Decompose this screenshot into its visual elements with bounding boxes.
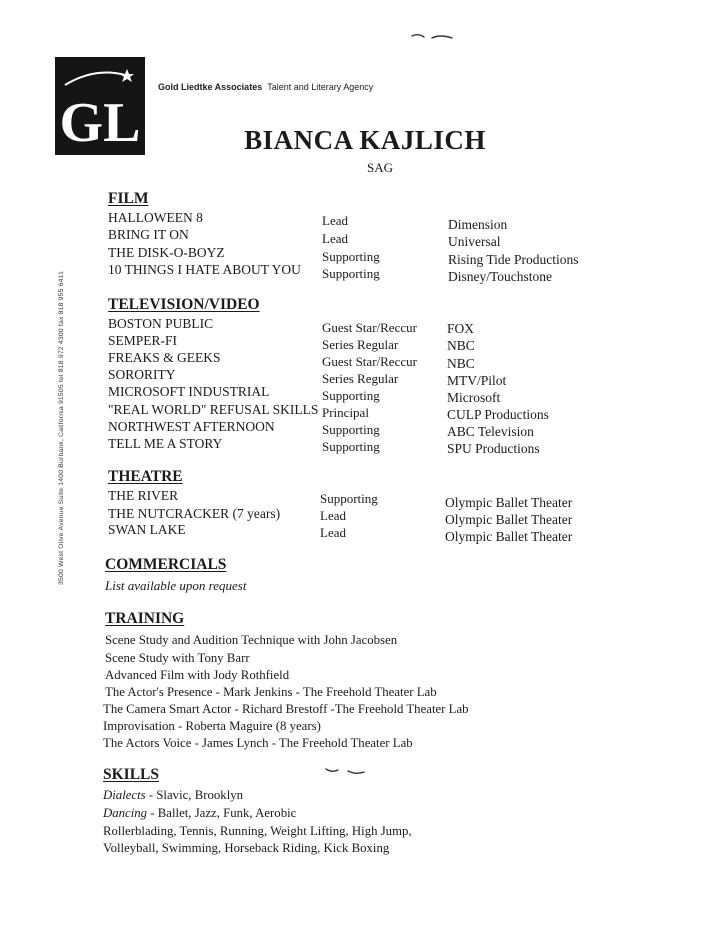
credit-role: Guest Star/Reccur bbox=[322, 320, 417, 335]
training-item: The Camera Smart Actor - Richard Brestoff -The Freehold Theater Lab bbox=[103, 702, 469, 716]
skills-item: Rollerblading, Tennis, Running, Weight Lifting, High Jump, bbox=[103, 824, 412, 838]
credit-role: Principal bbox=[322, 405, 369, 420]
credit-title: MICROSOFT INDUSTRIAL bbox=[108, 384, 270, 399]
agency-tagline: Talent and Literary Agency bbox=[267, 82, 374, 92]
training-item: Scene Study and Audition Technique with John Jacobsen bbox=[105, 633, 398, 647]
training-item: The Actor's Presence - Mark Jenkins - The Freehold Theater Lab bbox=[105, 685, 437, 699]
credit-role: Supporting bbox=[322, 422, 380, 437]
credit-company: Olympic Ballet Theater bbox=[445, 529, 573, 544]
commercials-note: List available upon request bbox=[105, 578, 247, 593]
training-item: The Actors Voice - James Lynch - The Freehold Theater Lab bbox=[103, 736, 413, 750]
credit-title: NORTHWEST AFTERNOON bbox=[108, 419, 275, 434]
credit-role: Lead bbox=[322, 213, 348, 228]
actor-name: BIANCA KAJLICH bbox=[244, 125, 486, 155]
credit-title: FREAKS & GEEKS bbox=[108, 350, 221, 365]
training-item: Advanced Film with Jody Rothfield bbox=[105, 668, 290, 682]
credit-company: NBC bbox=[447, 356, 475, 371]
credit-company: NBC bbox=[447, 338, 475, 353]
credit-company: Disney/Touchstone bbox=[448, 269, 553, 284]
film-heading: FILM bbox=[108, 190, 149, 207]
dialects-value: - Slavic, Brooklyn bbox=[145, 788, 244, 802]
skills-heading: SKILLS bbox=[103, 766, 160, 783]
credit-company: Olympic Ballet Theater bbox=[445, 495, 573, 510]
dancing-label: Dancing bbox=[103, 806, 148, 820]
television-heading: TELEVISION/VIDEO bbox=[108, 296, 260, 313]
credit-title: THE RIVER bbox=[108, 488, 179, 503]
union-affiliation: SAG bbox=[366, 160, 393, 175]
credit-role: Series Regular bbox=[322, 371, 399, 386]
credit-role: Lead bbox=[322, 231, 348, 246]
training-item: Scene Study with Tony Barr bbox=[105, 651, 250, 665]
pen-mark bbox=[408, 30, 458, 44]
credit-role: Supporting bbox=[322, 439, 380, 454]
credit-company: CULP Productions bbox=[447, 407, 549, 422]
credit-role: Supporting bbox=[322, 266, 380, 281]
training-item: Improvisation - Roberta Maguire (8 years) bbox=[103, 719, 321, 733]
dancing-value: - Ballet, Jazz, Funk, Aerobic bbox=[147, 806, 297, 820]
agency-name: Gold Liedtke Associates bbox=[158, 82, 263, 92]
logo-text: GL bbox=[59, 92, 141, 154]
credit-company: SPU Productions bbox=[447, 441, 540, 456]
credit-company: MTV/Pilot bbox=[447, 373, 507, 388]
credit-role: Lead bbox=[320, 525, 346, 540]
credit-role: Guest Star/Reccur bbox=[322, 354, 417, 369]
agency-line bbox=[158, 82, 373, 92]
commercials-heading: COMMERCIALS bbox=[105, 556, 227, 573]
agency-address: 3500 West Olive Avenue Suite 1400 Burbank, California 91505 tel 818 972 4300 fax 818 955 6411 bbox=[58, 270, 65, 585]
credit-role: Supporting bbox=[322, 388, 380, 403]
credit-company: FOX bbox=[447, 321, 475, 336]
credit-title: SORORITY bbox=[108, 367, 176, 382]
credit-title: 10 THINGS I HATE ABOUT YOU bbox=[108, 262, 301, 277]
credit-title: SWAN LAKE bbox=[108, 522, 186, 537]
star-icon bbox=[120, 69, 134, 82]
credit-company: Olympic Ballet Theater bbox=[445, 512, 573, 527]
credit-company: Universal bbox=[448, 234, 501, 249]
credit-title: HALLOWEEN 8 bbox=[108, 210, 203, 225]
credit-role: Supporting bbox=[320, 491, 378, 506]
credit-title: TELL ME A STORY bbox=[108, 436, 223, 451]
credit-title: BRING IT ON bbox=[108, 227, 189, 242]
credit-title: THE NUTCRACKER (7 years) bbox=[108, 506, 281, 521]
credit-company: Dimension bbox=[448, 217, 508, 232]
credit-role: Lead bbox=[320, 508, 346, 523]
credit-role: Supporting bbox=[322, 249, 380, 264]
credit-role: Series Regular bbox=[322, 337, 399, 352]
pen-mark bbox=[322, 764, 372, 778]
credit-title: BOSTON PUBLIC bbox=[108, 316, 214, 331]
credit-company: Microsoft bbox=[447, 390, 501, 405]
credit-title: THE DISK-O-BOYZ bbox=[108, 245, 225, 260]
skills-item: Volleyball, Swimming, Horseback Riding, Kick Boxing bbox=[103, 841, 390, 855]
credit-company: ABC Television bbox=[447, 424, 534, 439]
theatre-heading: THEATRE bbox=[108, 468, 183, 485]
dialects-label: Dialects bbox=[103, 788, 146, 802]
skills-dialects bbox=[103, 788, 243, 803]
credit-title: "REAL WORLD" REFUSAL SKILLS bbox=[108, 402, 319, 417]
credit-title: SEMPER-FI bbox=[108, 333, 178, 348]
training-heading: TRAINING bbox=[105, 610, 185, 627]
skills-dancing bbox=[103, 806, 296, 821]
credit-company: Rising Tide Productions bbox=[448, 252, 579, 267]
